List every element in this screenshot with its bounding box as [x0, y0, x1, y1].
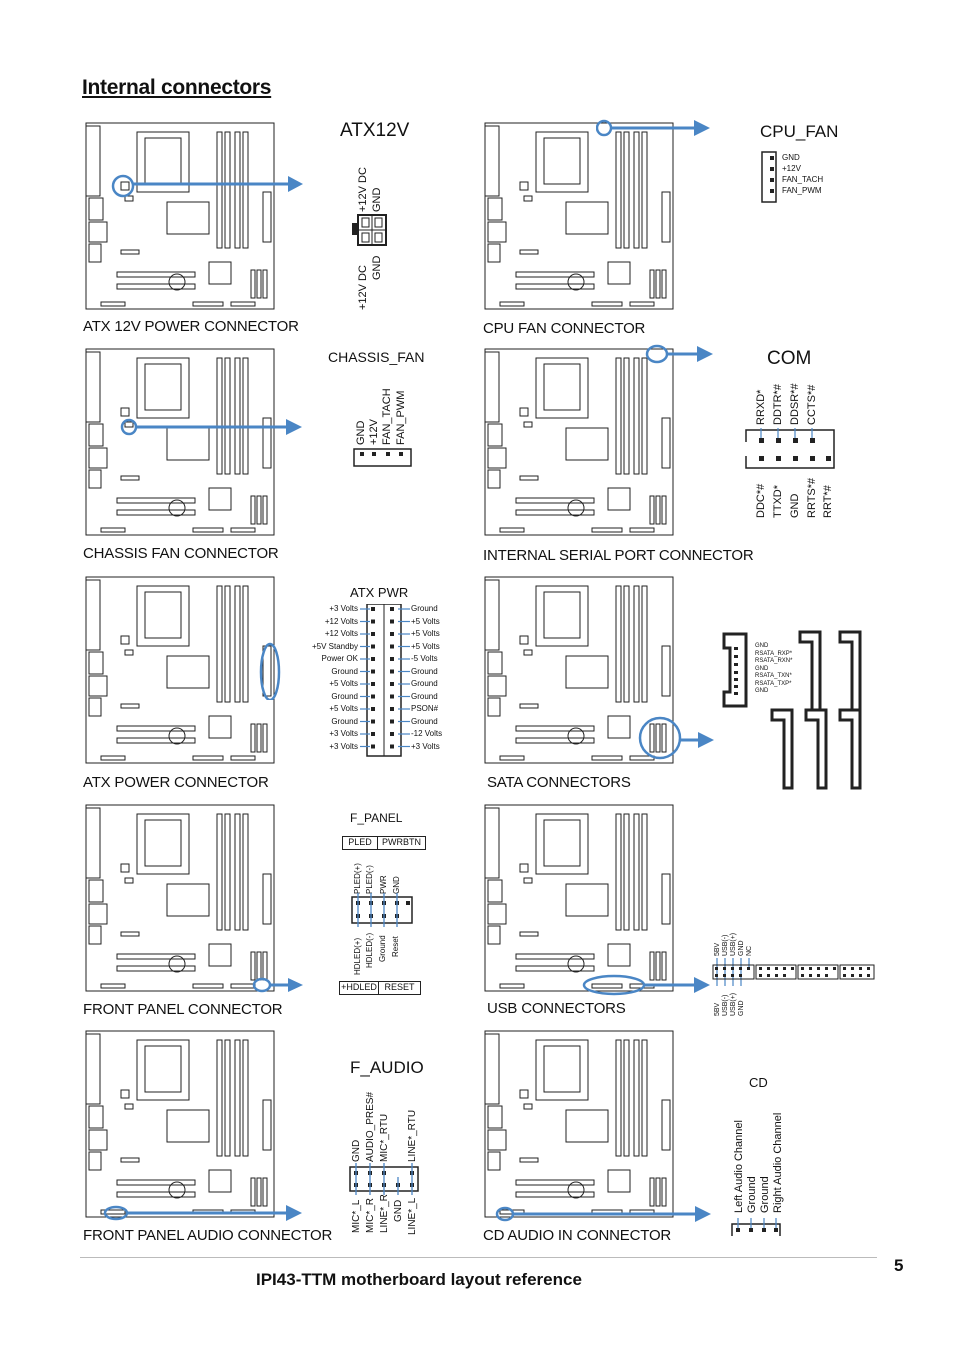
atx-pwr-left-3: +12 Volts — [324, 629, 358, 638]
motherboard-diagram-usb — [484, 804, 674, 994]
f-audio-pin-top-3: MIC*_RTU — [379, 1113, 390, 1162]
chassis-fan-caption: CHASSIS FAN CONNECTOR — [83, 545, 279, 562]
f-audio-pin-bottom-2: MIC*_R — [365, 1197, 376, 1233]
atx-pwr-left-6: Ground — [331, 666, 358, 676]
sata-connectors — [720, 630, 870, 790]
atx-pwr-left-7: +5 Volts — [329, 679, 358, 688]
cpu-fan-header: CPU_FAN — [760, 122, 839, 141]
atx-pwr-left-5: Power OK — [321, 654, 358, 663]
atx12v-pin-bottom-1: +12V DC — [357, 265, 369, 310]
highlight-arrow — [638, 716, 718, 764]
sata-pin-5: RSATA_TXN* — [755, 673, 792, 679]
atx-pwr-left-labels — [296, 604, 358, 754]
cd-connector — [730, 1218, 784, 1240]
atx-pwr-right-8: Ground — [411, 691, 438, 701]
f-panel-group-top — [342, 836, 426, 850]
atx12v-pin-bottom-2: GND — [371, 255, 383, 280]
footer-title: IPI43-TTM motherboard layout reference — [256, 1270, 582, 1289]
chassis-fan-pin-1: GND — [355, 420, 367, 445]
f-audio-pin-top-4: LINE*_RTU — [407, 1109, 418, 1162]
cd-header: CD — [749, 1075, 768, 1090]
f-panel-pin-bottom-2: HDLED(-) — [365, 932, 374, 968]
f-panel-pin-bottom-1: HDLED(+) — [353, 937, 362, 975]
cpu-fan-connector — [760, 150, 780, 204]
usb-pin-bottom-1: 5BV — [714, 1002, 721, 1016]
highlight-arrow — [596, 116, 716, 142]
f-panel-pin-top-4: GND — [392, 876, 401, 894]
atx12v-caption: ATX 12V POWER CONNECTOR — [83, 318, 299, 335]
atx-pwr-left-12: +3 Volts — [329, 741, 358, 751]
cd-pin-1: Left Audio Channel — [733, 1120, 745, 1213]
atx-pwr-right-4: +5 Volts — [411, 641, 440, 651]
cd-caption: CD AUDIO IN CONNECTOR — [483, 1227, 672, 1244]
highlight-arrow — [495, 1203, 717, 1227]
com-caption: INTERNAL SERIAL PORT CONNECTOR — [483, 547, 754, 564]
highlight-arrow — [645, 342, 717, 368]
com-pin-top-3: DDSR*# — [789, 383, 801, 425]
usb-pin-bottom-3: USB(+) — [730, 992, 737, 1016]
f-audio-caption: FRONT PANEL AUDIO CONNECTOR — [83, 1227, 333, 1244]
footer-divider — [80, 1257, 877, 1258]
f-panel-pin-bottom-3: Ground — [378, 935, 387, 962]
atx-pwr-right-12: +3 Volts — [411, 741, 440, 751]
f-panel-header: F_PANEL — [350, 811, 403, 825]
atx-pwr-left-11: +3 Volts — [329, 729, 358, 738]
sata-pin-2: RSATA_RXP* — [755, 650, 793, 657]
com-pin-bottom-3: GND — [789, 493, 801, 518]
com-pin-bottom-2: TTXD* — [772, 485, 784, 518]
atx-pwr-right-7: Ground — [411, 679, 438, 688]
atx-pwr-left-10: Ground — [331, 716, 358, 726]
atx-pwr-left-2: +12 Volts — [324, 616, 358, 626]
com-pin-bottom-5: RRT*# — [822, 485, 834, 518]
f-panel-group-reset: RESET — [384, 982, 415, 992]
f-audio-header: F_AUDIO — [350, 1058, 424, 1077]
f-panel-pin-bottom-4: Reset — [391, 936, 400, 957]
f-panel-pin-top-1: PLED(+) — [353, 863, 362, 894]
usb-pin-top-1: 5BV — [714, 942, 721, 956]
com-pin-bottom-4: RRTS*# — [806, 477, 818, 518]
cd-pin-2: Ground — [746, 1176, 758, 1213]
page-title: Internal connectors — [82, 76, 272, 99]
f-audio-pin-bottom-3: LINE*_R — [379, 1194, 390, 1233]
atx-pwr-right-1: Ground — [411, 604, 438, 613]
f-panel-group-pled: PLED — [343, 837, 378, 849]
usb-pin-top-2: USB(-) — [722, 934, 729, 956]
atx-pwr-right-2: +5 Volts — [411, 616, 440, 626]
atx12v-connector — [350, 213, 390, 247]
sata-pin-labels — [755, 643, 792, 696]
usb-pin-top-4: GND — [738, 940, 745, 956]
atx-pwr-right-11: -12 Volts — [411, 729, 443, 738]
atx-pwr-left-4: +5V Standby — [311, 641, 358, 651]
f-panel-group-hdled: +HDLED — [340, 982, 379, 994]
motherboard-diagram-cpu-fan — [484, 122, 674, 312]
f-panel-pin-top-3: PWR — [379, 875, 388, 894]
com-connector — [744, 428, 836, 470]
atx-pwr-right-10: Ground — [411, 716, 438, 726]
cpu-fan-caption: CPU FAN CONNECTOR — [483, 320, 646, 337]
usb-pin-top-5: NC — [746, 945, 753, 956]
motherboard-diagram-atx-pwr — [85, 576, 275, 766]
f-audio-pin-bottom-5: LINE*_L — [407, 1197, 418, 1235]
highlight-arrow — [120, 416, 305, 440]
f-panel-group-pwrbtn: PWRBTN — [382, 837, 421, 847]
f-audio-pin-bottom-4: GND — [393, 1199, 404, 1222]
motherboard-diagram-chassis-fan — [85, 348, 275, 538]
atx-pwr-right-5: -5 Volts — [411, 654, 438, 663]
atx-pwr-right-labels — [411, 604, 442, 754]
highlight-arrow — [582, 973, 716, 999]
com-pin-top-4: CCTS*# — [806, 384, 818, 425]
cpu-fan-pin-2: +12V — [782, 164, 801, 173]
atx-pwr-header: ATX PWR — [350, 585, 409, 600]
com-pin-top-1: RRXD* — [755, 389, 767, 425]
page-number: 5 — [894, 1256, 904, 1275]
com-pin-top-2: DDTR*# — [772, 384, 784, 425]
atx-pwr-connector — [360, 604, 410, 758]
f-panel-caption: FRONT PANEL CONNECTOR — [83, 1001, 283, 1018]
atx-pwr-right-3: +5 Volts — [411, 629, 440, 638]
motherboard-diagram-cd — [484, 1030, 674, 1220]
sata-pin-4: GND — [755, 665, 769, 672]
cpu-fan-pin-4: FAN_PWM — [782, 186, 822, 195]
f-audio-pin-top-2: AUDIO_PRES# — [365, 1091, 376, 1162]
sata-pin-6: RSATA_TXP* — [755, 680, 792, 687]
sata-pin-1: GND — [755, 643, 769, 649]
chassis-fan-pin-3: FAN_TACH — [381, 388, 393, 445]
chassis-fan-header: CHASSIS_FAN — [328, 349, 425, 365]
chassis-fan-pin-4: FAN_PWM — [395, 390, 407, 445]
f-panel-connector — [350, 893, 416, 927]
sata-caption: SATA CONNECTORS — [487, 774, 631, 791]
atx12v-pin-top-1: +12V DC — [357, 167, 369, 212]
chassis-fan-connector — [352, 446, 414, 468]
highlight-arrow — [110, 170, 305, 200]
atx12v-pin-top-2: GND — [371, 187, 383, 212]
usb-pin-bottom-2: USB(-) — [722, 994, 729, 1016]
atx-pwr-right-6: Ground — [411, 666, 438, 676]
atx-pwr-right-9: PSON# — [411, 704, 439, 713]
motherboard-diagram-f-panel — [85, 804, 275, 994]
sata-pin-3: RSATA_RXN* — [755, 658, 793, 664]
usb-pin-bottom-4: GND — [738, 1000, 745, 1016]
f-audio-pin-top-1: GND — [351, 1139, 362, 1162]
atx-pwr-left-9: +5 Volts — [329, 704, 358, 713]
com-header: COM — [767, 348, 812, 369]
usb-connectors — [712, 958, 878, 986]
cd-pin-4: Right Audio Channel — [772, 1112, 784, 1213]
atx12v-header: ATX12V — [340, 120, 410, 141]
motherboard-diagram-atx12v — [85, 122, 275, 312]
sata-pin-7: GND — [755, 688, 769, 694]
motherboard-diagram-f-audio — [85, 1030, 275, 1220]
atx-pwr-left-8: Ground — [331, 691, 358, 701]
highlight-arrow — [102, 1202, 306, 1226]
f-audio-connector — [348, 1163, 422, 1195]
f-panel-group-bottom — [339, 981, 421, 995]
motherboard-diagram-com — [484, 348, 674, 538]
highlight-arrow — [252, 975, 306, 997]
cpu-fan-pin-1: GND — [782, 153, 800, 162]
usb-caption: USB CONNECTORS — [487, 1000, 626, 1017]
com-pin-bottom-1: DDC*# — [755, 483, 767, 518]
usb-pin-top-3: USB(+) — [730, 932, 737, 956]
cpu-fan-pin-3: FAN_TACH — [782, 175, 824, 184]
f-panel-pin-top-2: PLED(-) — [365, 865, 374, 894]
atx-pwr-left-1: +3 Volts — [329, 604, 358, 613]
chassis-fan-pin-2: +12V — [368, 419, 380, 445]
cd-pin-3: Ground — [759, 1176, 771, 1213]
atx-pwr-caption: ATX POWER CONNECTOR — [83, 774, 269, 791]
f-audio-pin-bottom-1: MIC*_L — [351, 1199, 362, 1233]
